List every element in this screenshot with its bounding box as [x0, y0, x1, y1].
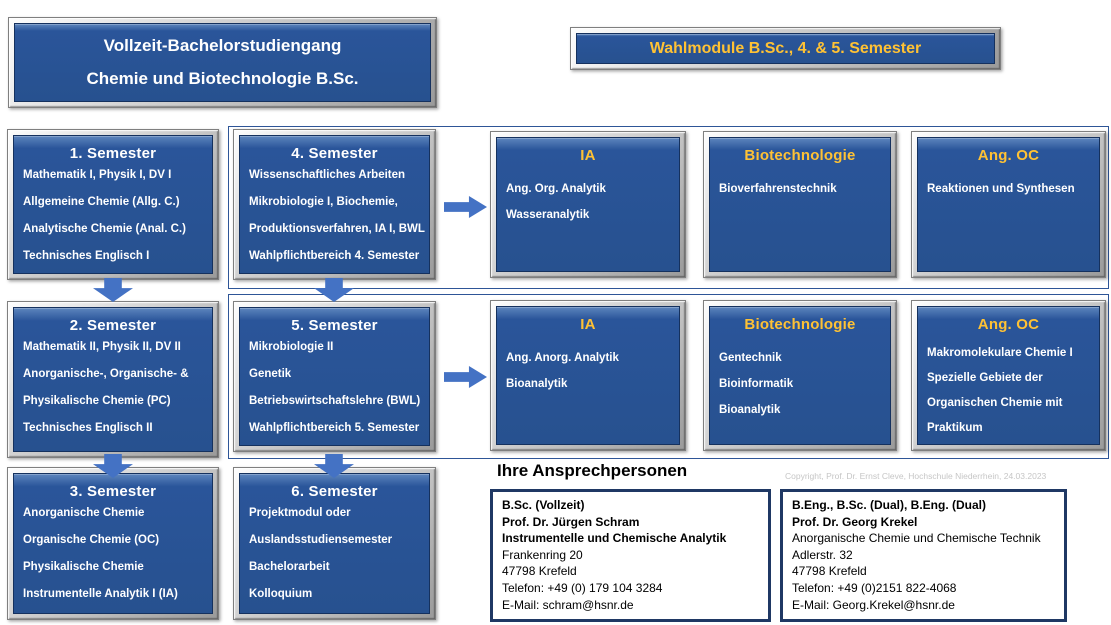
box-wahlmodul-angoc-sem5 [911, 300, 1106, 451]
box-wahlmodul-angoc-sem4 [911, 131, 1106, 278]
wahlmodul-angoc-sem4-line: Reaktionen und Synthesen [927, 183, 1075, 195]
wahlmodul-ia-sem4-line: Ang. Org. Analytik [506, 183, 606, 195]
semester-1-line: Allgemeine Chemie (Allg. C.) [23, 196, 180, 208]
box-semester-4 [233, 129, 436, 280]
semester-2-line: Mathematik II, Physik II, DV II [23, 341, 181, 353]
semester-1-line: Mathematik I, Physik I, DV I [23, 169, 172, 181]
box-semester-5 [233, 301, 436, 452]
contact-dual-email: E-Mail: Georg.Krekel@hsnr.de [792, 597, 955, 612]
wahlmodul-angoc-sem4-title: Ang. OC [977, 147, 1040, 164]
wahlmodul-ia-sem5-title: IA [580, 316, 596, 333]
contact-dual-line: 47798 Krefeld [792, 564, 867, 579]
box-wahlmodul-biotech-sem5 [703, 300, 897, 451]
wahlmodul-ia-sem5-line: Bioanalytik [506, 378, 568, 390]
box-semester-1 [7, 129, 219, 280]
semester-2-title: 2. Semester [69, 317, 157, 334]
semester-6-title: 6. Semester [291, 483, 378, 500]
contact-dual-line: Adlerstr. 32 [792, 547, 853, 562]
box-semester-3 [7, 467, 219, 620]
wahlmodule-title: Wahlmodule B.Sc., 4. & 5. Semester [649, 39, 922, 57]
wahlmodul-ia-sem4-line: Wasseranalytik [506, 209, 590, 221]
copyright-note: Copyright, Prof. Dr. Ernst Cleve, Hochschule Niederrhein, 24.03.2023 [785, 471, 1047, 481]
semester-5-line: Genetik [249, 368, 292, 380]
wahlmodul-angoc-sem5-line: Spezielle Gebiete der [927, 372, 1043, 384]
box-wahlmodul-biotech-sem4 [703, 131, 897, 278]
semester-4-line: Mikrobiologie I, Biochemie, [249, 196, 398, 208]
semester-6-line: Projektmodul oder [249, 507, 351, 519]
wahlmodul-biotech-sem4-title: Biotechnologie [744, 147, 856, 164]
header-wahlmodule-box [570, 27, 1001, 70]
contact-dual-line: B.Eng., B.Sc. (Dual), B.Eng. (Dual) [792, 498, 987, 512]
box-wahlmodul-ia-sem5 [490, 300, 686, 451]
semester-6-line: Auslandsstudiensemester [249, 534, 393, 546]
wahlmodul-biotech-sem5-title: Biotechnologie [744, 316, 856, 333]
semester-3-line: Physikalische Chemie [23, 561, 144, 573]
semester-2-line: Anorganische-, Organische- & [23, 368, 189, 380]
wahlmodul-angoc-sem5-line: Organischen Chemie mit [927, 397, 1063, 409]
semester-5-line: Betriebswirtschaftslehre (BWL) [249, 395, 421, 407]
semester-5-line: Wahlpflichtbereich 5. Semester [249, 422, 420, 434]
semester-4-line: Wahlpflichtbereich 4. Semester [249, 250, 420, 262]
semester-1-line: Analytische Chemie (Anal. C.) [23, 223, 186, 235]
contact-vollzeit-email: E-Mail: schram@hsnr.de [502, 597, 634, 612]
semester-2-line: Technisches Englisch II [23, 422, 153, 434]
contact-card-dual [780, 489, 1067, 622]
semester-4-title: 4. Semester [291, 145, 378, 162]
wahlmodul-biotech-sem5-line: Bioinformatik [719, 378, 794, 390]
wahlmodul-angoc-sem5-title: Ang. OC [977, 316, 1040, 333]
wahlmodul-ia-sem4-title: IA [580, 147, 596, 164]
contact-dual-line: Telefon: +49 (0)2151 822-4068 [792, 580, 957, 595]
wahlmodul-angoc-sem5-line: Makromolekulare Chemie I [927, 347, 1073, 359]
wahlmodul-biotech-sem5-line: Gentechnik [719, 352, 782, 364]
contacts-heading: Ihre Ansprechpersonen [497, 461, 688, 480]
semester-5-title: 5. Semester [291, 317, 378, 334]
wahlmodul-ia-sem5-line: Ang. Anorg. Analytik [506, 352, 619, 364]
semester-3-line: Anorganische Chemie [23, 507, 145, 519]
box-semester-6 [233, 467, 436, 620]
contact-dual-line: Anorganische Chemie und Chemische Technik [792, 531, 1041, 546]
wahlmodul-angoc-sem5-line: Praktikum [927, 422, 983, 434]
semester-4-line: Wissenschaftliches Arbeiten [249, 169, 406, 181]
header-program-box [8, 17, 437, 108]
contact-vollzeit-line: Frankenring 20 [502, 547, 583, 562]
program-title-line2: Chemie und Biotechnologie B.Sc. [86, 68, 359, 88]
contact-vollzeit-line: Telefon: +49 (0) 179 104 3284 [502, 580, 663, 595]
semester-1-line: Technisches Englisch I [23, 250, 150, 262]
contact-vollzeit-line: B.Sc. (Vollzeit) [502, 498, 585, 512]
semester-3-line: Instrumentelle Analytik I (IA) [23, 588, 178, 600]
wahlmodul-biotech-sem4-line: Bioverfahrenstechnik [719, 183, 837, 195]
semester-2-line: Physikalische Chemie (PC) [23, 395, 171, 407]
semester-6-line: Bachelorarbeit [249, 561, 330, 573]
contact-dual-line: Prof. Dr. Georg Krekel [792, 514, 918, 529]
contact-vollzeit-line: 47798 Krefeld [502, 564, 577, 579]
semester-5-line: Mikrobiologie II [249, 341, 334, 353]
wahlmodul-biotech-sem5-line: Bioanalytik [719, 404, 781, 416]
contact-vollzeit-line: Prof. Dr. Jürgen Schram [502, 514, 640, 529]
program-title-line1: Vollzeit-Bachelorstudiengang [103, 36, 342, 56]
semester-1-title: 1. Semester [69, 145, 157, 162]
semester-6-line: Kolloquium [249, 588, 313, 600]
semester-4-line: Produktionsverfahren, IA I, BWL [249, 223, 425, 235]
arrow-down-sem1-to-sem2 [93, 278, 133, 302]
semester-3-title: 3. Semester [69, 483, 157, 500]
contact-card-vollzeit [490, 489, 771, 622]
semester-3-line: Organische Chemie (OC) [23, 534, 160, 546]
contact-vollzeit-line: Instrumentelle und Chemische Analytik [502, 531, 727, 546]
box-wahlmodul-ia-sem4 [490, 131, 686, 278]
box-semester-2 [7, 301, 219, 458]
